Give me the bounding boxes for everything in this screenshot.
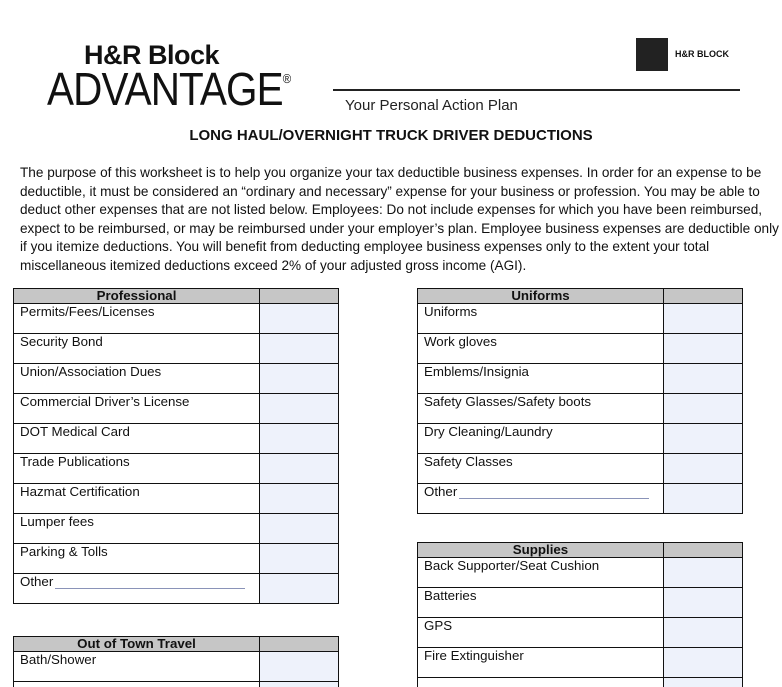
expense-label: [418, 588, 664, 618]
supplies-table: [417, 542, 743, 687]
intro-paragraph: The purpose of this worksheet is to help you organize your tax deductible business expenses. In order for an expense to be deductible, it must be considered an “ordinary and necessary” expense for your business or profession. You may be able to deduct other expenses that are not listed below. Employees: Do not include expenses for which you have been reimbursed, expect to be reimbursed, or may be reimbursed under your employer’s plan. Employee business expenses are deductible only if you itemize deductions. You will benefit from deducting employee business expenses only to the extent your total miscellaneous itemized deductions exceed 2% of your adjusted gross income (AGI).: [20, 165, 779, 273]
expense-label-text: Uniforms: [424, 304, 478, 319]
amount-input[interactable]: [260, 364, 339, 394]
expense-label: [14, 652, 260, 682]
amount-input[interactable]: [260, 334, 339, 364]
table-row: [14, 682, 339, 687]
expense-label-text: Batteries: [424, 588, 477, 603]
header-rule: [333, 89, 740, 91]
uniforms-table: [417, 288, 743, 514]
expense-label: [14, 484, 260, 514]
amount-input[interactable]: [664, 454, 743, 484]
expense-label-text: DOT Medical Card: [20, 424, 130, 439]
table-row: [418, 394, 743, 424]
expense-label: [14, 514, 260, 544]
amount-input[interactable]: [260, 514, 339, 544]
hr-block-square-logo-icon: [636, 38, 668, 71]
amount-input[interactable]: [664, 424, 743, 454]
table-row: [14, 424, 339, 454]
expense-label: [418, 678, 664, 687]
amount-input[interactable]: [664, 304, 743, 334]
amount-input[interactable]: [664, 588, 743, 618]
expense-label: [14, 544, 260, 574]
expense-label: [14, 394, 260, 424]
table-row: [418, 364, 743, 394]
amount-input[interactable]: [260, 652, 339, 682]
expense-label-text: Hazmat Certification: [20, 484, 140, 499]
header-amount-cell: [260, 637, 339, 652]
header-amount-cell: [664, 289, 743, 304]
amount-input[interactable]: [664, 394, 743, 424]
amount-input[interactable]: [664, 334, 743, 364]
table-header: [418, 289, 743, 304]
table-row: [14, 454, 339, 484]
expense-label: [418, 394, 664, 424]
amount-input[interactable]: [260, 682, 339, 687]
expense-label: [14, 364, 260, 394]
amount-input[interactable]: [260, 454, 339, 484]
expense-label: [418, 364, 664, 394]
expense-label-text: Parking & Tolls: [20, 544, 108, 559]
expense-label: [418, 304, 664, 334]
expense-label: [14, 424, 260, 454]
logo-advantage-text: ADVANTAGE: [47, 63, 283, 115]
expense-label: [418, 454, 664, 484]
expense-label-text: Other: [424, 484, 458, 499]
table-row: [14, 394, 339, 424]
expense-label-text: Trade Publications: [20, 454, 130, 469]
table-row: [418, 484, 743, 514]
expense-label: [418, 424, 664, 454]
expense-label-text: Safety Glasses/Safety boots: [424, 394, 592, 409]
expense-label: [14, 682, 260, 687]
table-row: [14, 364, 339, 394]
expense-label-text: Union/Association Dues: [20, 364, 162, 379]
expense-label-text: Fire Extinguisher: [424, 648, 524, 663]
logo-hr-block: H&R Block: [84, 40, 220, 70]
table-header: [418, 543, 743, 558]
page-title: LONG HAUL/OVERNIGHT TRUCK DRIVER DEDUCTIONS: [189, 127, 593, 144]
amount-input[interactable]: [260, 574, 339, 604]
corner-logo-text: H&R BLOCK: [675, 49, 729, 59]
header-amount-cell: [664, 543, 743, 558]
registered-mark: ®: [282, 71, 291, 86]
tagline: Your Personal Action Plan: [345, 97, 518, 114]
table-row: [14, 574, 339, 604]
expense-label: [14, 334, 260, 364]
expense-label-text: Security Bond: [20, 334, 103, 349]
amount-input[interactable]: [664, 364, 743, 394]
section-title: Professional: [14, 289, 260, 304]
section-title: Uniforms: [418, 289, 664, 304]
header-amount-cell: [260, 289, 339, 304]
table-row: [14, 304, 339, 334]
expense-label-text: Bath/Shower: [20, 652, 97, 667]
table-row: [14, 544, 339, 574]
expense-label-text: Emblems/Insignia: [424, 364, 529, 379]
expense-label: [418, 558, 664, 588]
table-row: [418, 678, 743, 687]
expense-label: [418, 618, 664, 648]
table-header: [14, 637, 339, 652]
table-row: [14, 484, 339, 514]
logo-advantage: [47, 63, 291, 115]
amount-input[interactable]: [260, 304, 339, 334]
expense-label: [418, 334, 664, 364]
table-row: [418, 618, 743, 648]
amount-input[interactable]: [664, 484, 743, 514]
amount-input[interactable]: [260, 394, 339, 424]
table-row: [418, 588, 743, 618]
expense-label-text: Lumper fees: [20, 514, 94, 529]
expense-label: [418, 648, 664, 678]
amount-input[interactable]: [664, 618, 743, 648]
expense-label: [14, 304, 260, 334]
table-header: [14, 289, 339, 304]
professional-table: [13, 288, 339, 604]
table-row: [14, 514, 339, 544]
travel-table: [13, 636, 339, 687]
amount-input[interactable]: [260, 424, 339, 454]
expense-label-text: Commercial Driver’s License: [20, 394, 190, 409]
section-title: Supplies: [418, 543, 664, 558]
expense-label-text: Work gloves: [424, 334, 497, 349]
amount-input[interactable]: [664, 558, 743, 588]
expense-label: [14, 574, 260, 604]
expense-label-text: Dry Cleaning/Laundry: [424, 424, 553, 439]
amount-input[interactable]: [664, 678, 743, 687]
table-row: [418, 304, 743, 334]
amount-input[interactable]: [664, 648, 743, 678]
table-row: [418, 648, 743, 678]
table-row: [418, 558, 743, 588]
table-row: [418, 334, 743, 364]
other-description-input[interactable]: [55, 576, 245, 589]
table-row: [418, 454, 743, 484]
amount-input[interactable]: [260, 484, 339, 514]
table-row: [14, 334, 339, 364]
section-title: Out of Town Travel: [14, 637, 260, 652]
table-row: [14, 652, 339, 682]
amount-input[interactable]: [260, 544, 339, 574]
expense-label: [14, 454, 260, 484]
expense-label-text: GPS: [424, 618, 453, 633]
expense-label: [418, 484, 664, 514]
expense-label-text: Other: [20, 574, 54, 589]
expense-label-text: Safety Classes: [424, 454, 513, 469]
expense-label-text: Back Supporter/Seat Cushion: [424, 558, 600, 573]
expense-label-text: Permits/Fees/Licenses: [20, 304, 155, 319]
other-description-input[interactable]: [459, 486, 649, 499]
table-row: [418, 424, 743, 454]
